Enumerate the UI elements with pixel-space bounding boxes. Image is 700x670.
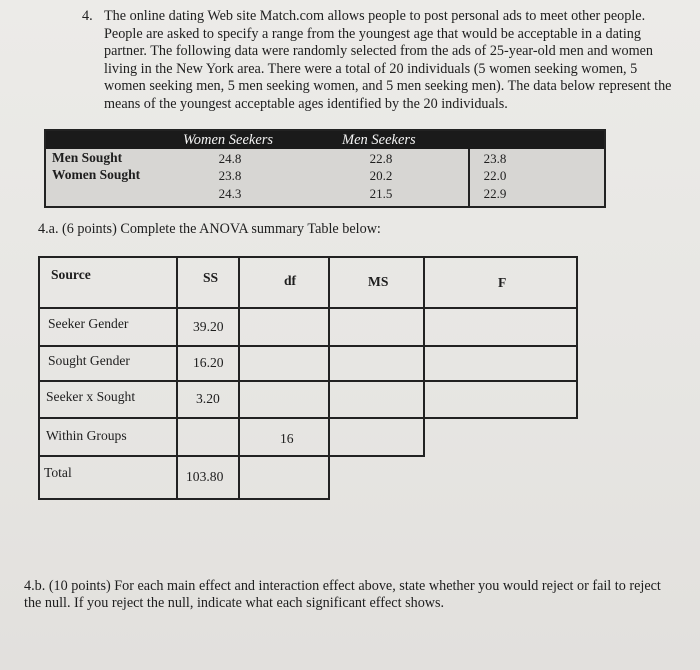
row-women-sought-label: Women Sought xyxy=(52,167,141,182)
means-table-header xyxy=(46,131,604,149)
cell-men-sought-marginal: 23.8 xyxy=(483,151,507,166)
anova-border-right xyxy=(576,256,578,419)
anova-header-source: Source xyxy=(51,267,91,282)
anova-source-interaction: Seeker x Sought xyxy=(46,389,136,404)
row-men-sought-label: Men Sought xyxy=(52,150,123,165)
means-table-divider xyxy=(468,149,470,206)
anova-border-top xyxy=(38,256,578,258)
anova-col-rule-ss xyxy=(176,256,178,500)
anova-ss-total: 103.80 xyxy=(186,469,224,484)
cell-women-sought-men-seekers: 20.2 xyxy=(369,168,393,183)
anova-header-ss: SS xyxy=(203,270,219,285)
part-a-prompt: 4.a. (6 points) Complete the ANOVA summary Table below: xyxy=(38,221,381,237)
anova-col-rule-df xyxy=(238,256,240,500)
anova-table xyxy=(38,256,578,500)
anova-source-seeker-gender: Seeker Gender xyxy=(48,316,129,331)
question-text: The online dating Web site Match.com allows people to post personal ads to meet other people. People are asked to specify a range from the youngest age that would be acceptable in a dating partner. The following data were randomly selected from the ads of 25-year-old men and women living in the New York area. There were a total of 20 individuals (5 women seeking women, 5 women seeking men, 5 men seeking women, and 5 men seeking men). The data below represent the means of the youngest acceptable ages identified by the 20 individuals. xyxy=(104,8,672,112)
anova-col-rule-f xyxy=(423,256,425,457)
anova-ss-seeker-gender: 39.20 xyxy=(193,319,224,334)
part-b-prompt: 4.b. (10 points) For each main effect and interaction effect above, state whether you would reject or fail to reject the null. If you reject the null, indicate what each significant effect shows. xyxy=(24,578,661,611)
anova-header-df: df xyxy=(284,273,297,288)
anova-rule-row3 xyxy=(38,417,578,419)
question-4 xyxy=(82,8,672,114)
anova-header-ms: MS xyxy=(368,274,389,289)
anova-ss-sought-gender: 16.20 xyxy=(193,355,224,370)
col-women-seekers: Women Seekers xyxy=(183,132,274,148)
anova-rule-row1 xyxy=(38,345,578,347)
anova-rule-row4 xyxy=(38,455,424,457)
anova-border-left xyxy=(38,256,40,500)
anova-source-total: Total xyxy=(44,465,72,480)
anova-source-sought-gender: Sought Gender xyxy=(48,353,130,368)
anova-rule-row2 xyxy=(38,380,578,382)
anova-border-bottom xyxy=(38,498,330,500)
cell-men-sought-women-seekers: 24.8 xyxy=(218,151,242,166)
anova-ss-interaction: 3.20 xyxy=(196,391,220,406)
col-men-seekers: Men Seekers xyxy=(342,132,416,148)
question-number: 4. xyxy=(82,8,93,24)
cell-women-sought-marginal: 22.0 xyxy=(483,168,507,183)
cell-women-sought-women-seekers: 23.8 xyxy=(218,168,242,183)
cell-marginal-men-seekers: 21.5 xyxy=(369,186,393,201)
anova-source-within: Within Groups xyxy=(46,428,127,443)
anova-header-f: F xyxy=(498,275,507,290)
cell-men-sought-men-seekers: 22.8 xyxy=(369,151,393,166)
means-table xyxy=(44,129,606,208)
anova-col-rule-ms xyxy=(328,256,330,500)
cell-marginal-women-seekers: 24.3 xyxy=(218,186,242,201)
anova-df-within: 16 xyxy=(280,431,294,446)
cell-grand-mean: 22.9 xyxy=(483,186,507,201)
anova-rule-header xyxy=(38,307,578,309)
